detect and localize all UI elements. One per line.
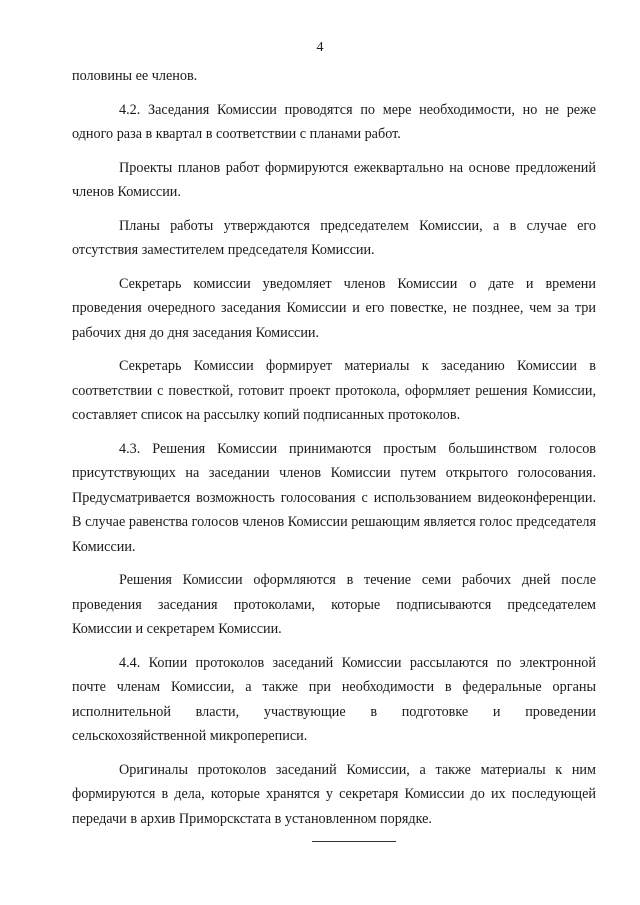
document-body xyxy=(72,64,596,831)
paragraph-continuation: половины ее членов. xyxy=(72,68,198,84)
paragraph-originals-archive: Оригиналы протоколов заседаний Комиссии, а также материалы к ним формируются в дела, которые хранятся у секретаря Комиссии до их последующей передачи в архив Приморскстата в установленном порядке. xyxy=(72,761,596,827)
paragraph-secretary-materials: Секретарь Комиссии формирует материалы к заседанию Комиссии в соответствии с повесткой, готовит проект протокола, оформляет решения Комиссии, составляет список на рассылку копий подписанных протоколов. xyxy=(72,358,596,423)
paragraph-secretary-notice: Секретарь комиссии уведомляет членов Комиссии о дате и времени проведения очередного заседания Комиссии и его повестке, не позднее, чем за три рабочих дня до дня заседания Комиссии. xyxy=(72,275,596,341)
paragraph-4-3: 4.3. Решения Комиссии принимаются простым большинством голосов присутствующих на заседании членов Комиссии путем открытого голосования. Предусматривается возможность голосования с использованием видеоконференции. В случае равенства голосов членов Комиссии решающим является голос председателя Комиссии. xyxy=(72,440,596,555)
end-divider-line xyxy=(312,841,396,842)
paragraph-work-plans-approval: Планы работы утверждаются председателем Комиссии, а в случае его отсутствия заместителем председателя Комиссии. xyxy=(72,217,596,258)
paragraph-decisions-protocols: Решения Комиссии оформляются в течение семи рабочих дней после проведения заседания протоколами, которые подписываются председателем Комиссии и секретарем Комиссии. xyxy=(72,572,596,637)
page-number: 4 xyxy=(316,40,324,55)
paragraph-4-4: 4.4. Копии протоколов заседаний Комиссии рассылаются по электронной почте членам Комиссии, а также при необходимости в федеральные органы исполнительной власти, участвующие в подготовке и проведении сельскохозяйственной микропереписи. xyxy=(72,654,596,744)
paragraph-work-plans-drafts: Проекты планов работ формируются ежеквартально на основе предложений членов Комиссии. xyxy=(72,159,596,200)
paragraph-4-2: 4.2. Заседания Комиссии проводятся по мере необходимости, но не реже одного раза в квартал в соответствии с планами работ. xyxy=(72,101,596,142)
